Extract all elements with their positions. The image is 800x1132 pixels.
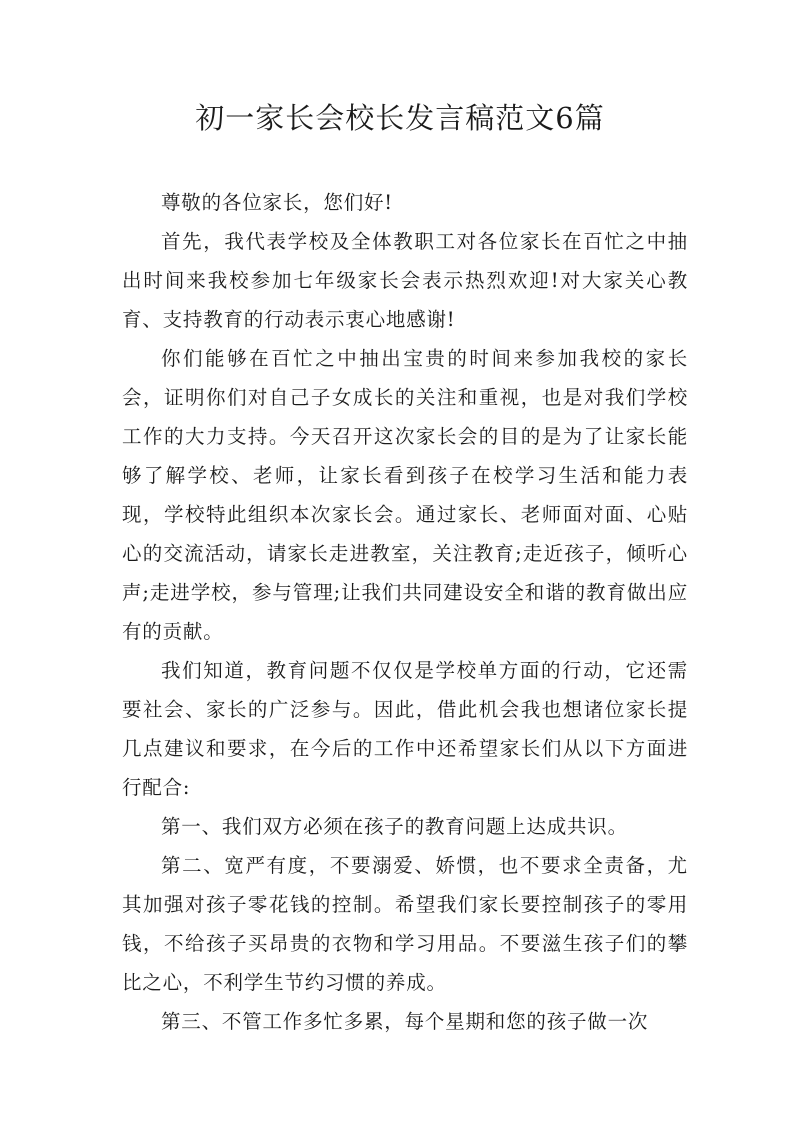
document-body <box>122 183 688 1041</box>
paragraph-suggestions-intro: 我们知道，教育问题不仅仅是学校单方面的行动，它还需要社会、家长的广泛参与。因此，借此机会我也想诸位家长提几点建议和要求，在今后的工作中还希望家长们从以下方面进行配合: <box>122 659 688 799</box>
paragraph-point-one: 第一、我们双方必须在孩子的教育问题上达成共识。 <box>161 815 628 838</box>
paragraph-purpose: 你们能够在百忙之中抽出宝贵的时间来参加我校的家长会，证明你们对自己子女成长的关注和重视，也是对我们学校工作的大力支持。今天召开这次家长会的目的是为了让家长能够了解学校、老师，让家长看到孩子在校学习生活和能力表现，学校特此组织本次家长会。通过家长、老师面对面、心贴心的交流活动，请家长走进教室，关注教育;走近孩子，倾听心声;走进学校，参与管理;让我们共同建设安全和谐的教育做出应有的贡献。 <box>122 347 688 643</box>
paragraph-point-two: 第二、宽严有度，不要溺爱、娇惯，也不要求全责备，尤其加强对孩子零花钱的控制。希望我们家长要控制孩子的零用钱，不给孩子买昂贵的衣物和学习用品。不要滋生孩子们的攀比之心，不利学生节约习惯的养成。 <box>122 854 688 994</box>
paragraph-welcome: 首先，我代表学校及全体教职工对各位家长在百忙之中抽出时间来我校参加七年级家长会表示热烈欢迎!对大家关心教育、支持教育的行动表示衷心地感谢! <box>122 230 688 331</box>
page-title: 初一家长会校长发言稿范文6篇 <box>195 101 605 135</box>
paragraph-greeting: 尊敬的各位家长，您们好! <box>161 191 393 214</box>
paragraph-point-three: 第三、不管工作多忙多累，每个星期和您的孩子做一次 <box>161 1010 649 1033</box>
